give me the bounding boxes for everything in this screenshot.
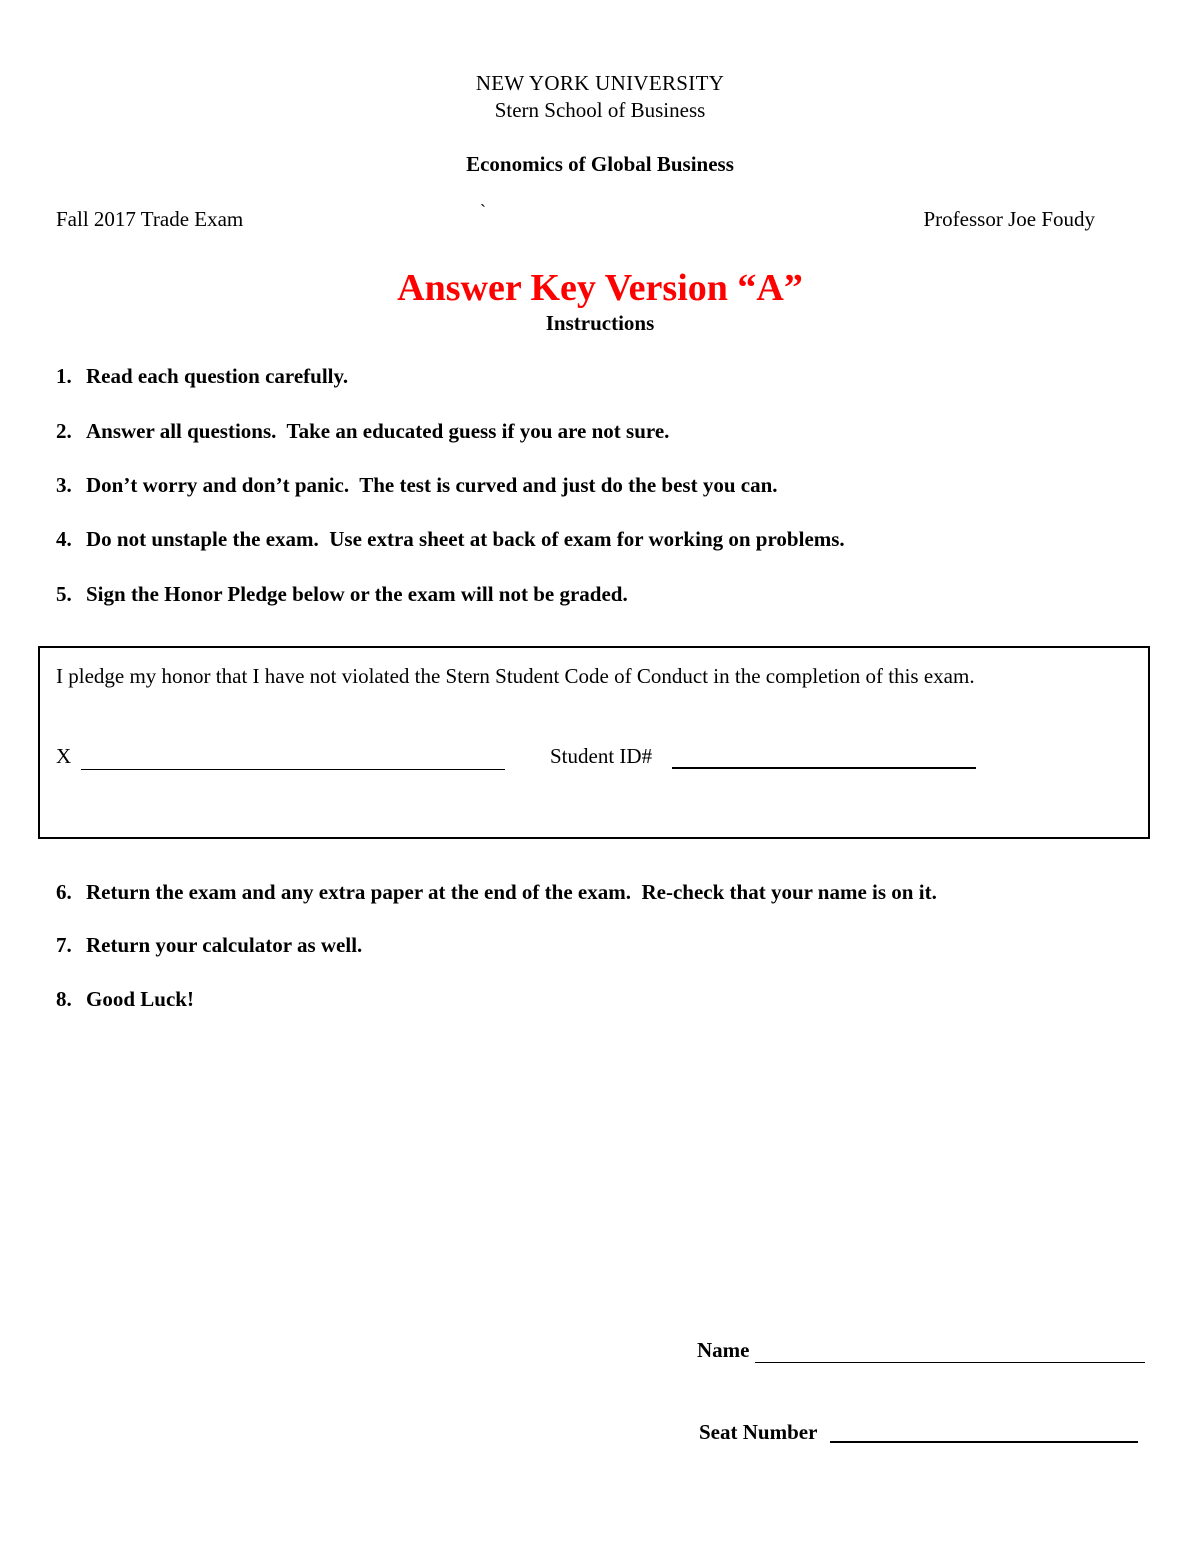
instruction-number: 3. bbox=[56, 473, 72, 497]
instruction-number: 5. bbox=[56, 582, 72, 606]
instruction-item bbox=[56, 880, 937, 905]
instruction-number: 1. bbox=[56, 364, 72, 388]
name-field[interactable] bbox=[755, 1362, 1145, 1363]
school-name: Stern School of Business bbox=[494, 98, 706, 122]
instruction-text: Sign the Honor Pledge below or the exam will not be graded. bbox=[86, 582, 628, 606]
instructions-heading: Instructions bbox=[545, 311, 655, 335]
instruction-text: Return your calculator as well. bbox=[86, 933, 363, 957]
instruction-text: Read each question carefully. bbox=[86, 364, 349, 388]
instruction-number: 2. bbox=[56, 419, 72, 443]
instruction-item bbox=[56, 364, 348, 389]
instruction-item bbox=[56, 473, 778, 498]
professor-name: Professor Joe Foudy bbox=[923, 207, 1095, 231]
instruction-item bbox=[56, 987, 194, 1012]
instruction-text: Return the exam and any extra paper at the end of the exam. Re-check that your name is on it. bbox=[86, 880, 937, 904]
instruction-text: Don’t worry and don’t panic. The test is curved and just do the best you can. bbox=[86, 473, 778, 497]
student-id-label: Student ID# bbox=[550, 744, 653, 768]
instruction-number: 8. bbox=[56, 987, 72, 1011]
instruction-item bbox=[56, 527, 845, 552]
instruction-text: Good Luck! bbox=[86, 987, 194, 1011]
instruction-item bbox=[56, 582, 628, 607]
instruction-item bbox=[56, 419, 669, 444]
instruction-number: 4. bbox=[56, 527, 72, 551]
course-title: Economics of Global Business bbox=[466, 152, 734, 176]
stray-mark: ` bbox=[480, 201, 486, 221]
signature-field[interactable] bbox=[81, 769, 505, 770]
instruction-item bbox=[56, 933, 362, 958]
student-id-field[interactable] bbox=[672, 767, 976, 769]
name-label: Name bbox=[697, 1338, 750, 1362]
answer-key-title: Answer Key Version “A” bbox=[397, 267, 803, 309]
seat-number-field[interactable] bbox=[830, 1441, 1138, 1443]
instruction-text: Do not unstaple the exam. Use extra sheet at back of exam for working on problems. bbox=[86, 527, 845, 551]
signature-label: X bbox=[56, 744, 72, 768]
instruction-text: Answer all questions. Take an educated guess if you are not sure. bbox=[86, 419, 670, 443]
instruction-number: 7. bbox=[56, 933, 72, 957]
honor-pledge-statement: I pledge my honor that I have not violated the Stern Student Code of Conduct in the completion of this exam. bbox=[56, 664, 975, 688]
university-name: NEW YORK UNIVERSITY bbox=[475, 71, 725, 95]
seat-number-label: Seat Number bbox=[699, 1420, 818, 1444]
instruction-number: 6. bbox=[56, 880, 72, 904]
exam-term: Fall 2017 Trade Exam bbox=[56, 207, 244, 231]
honor-pledge-box bbox=[38, 646, 1150, 839]
